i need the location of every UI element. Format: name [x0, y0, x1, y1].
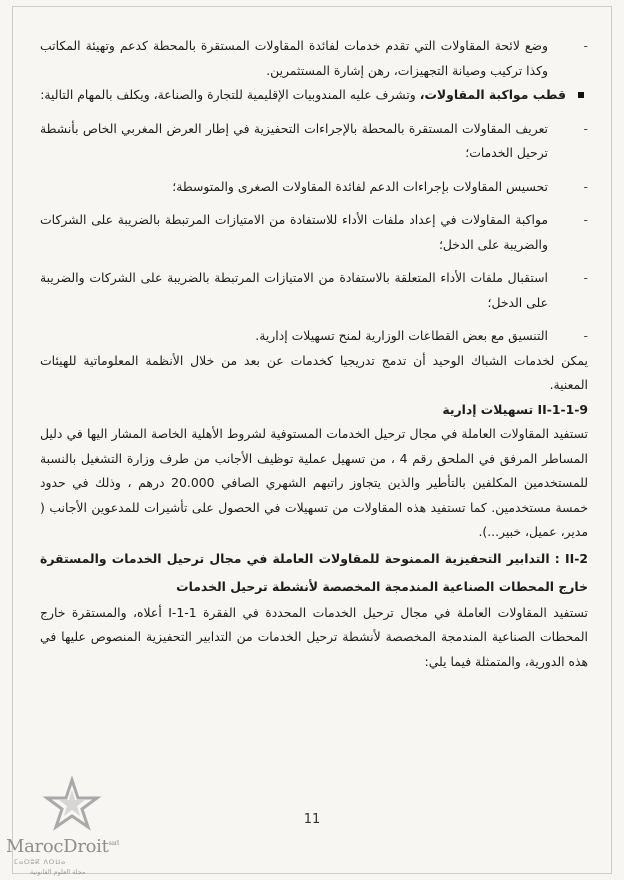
watermark-tifinagh: ⵎⴰⵔⵓⴽ ⴷⵔⵡⴰ — [14, 858, 66, 866]
task-item: - استقبال ملفات الأداء المتعلقة بالاستفادة من الامتيازات المرتبطة بالضريبة على الشركات والضريبة على الدخل؛ — [40, 266, 588, 315]
square-bullet-icon — [578, 92, 584, 98]
task-item: - تحسيس المقاولات بإجراءات الدعم لفائدة المقاولات الصغرى والمتوسطة؛ — [40, 175, 588, 200]
pole-title: قطب مواكبة المقاولات، — [419, 87, 566, 102]
page-number: 11 — [303, 812, 321, 827]
task-item: - مواكبة المقاولات في إعداد ملفات الأداء للاستفادة من الامتيازات المرتبطة بالضريبة على الشركات والضريبة على الدخل؛ — [40, 208, 588, 257]
section-heading-911: II-1-1-9 تسهيلات إدارية — [442, 401, 588, 417]
bullet-support-pole — [40, 83, 588, 108]
single-window-paragraph: يمكن لخدمات الشباك الوحيد أن تدمج تدريجيا كخدمات عن بعد من خلال الأنظمة المعلوماتية للهيئات المعنية. — [40, 352, 588, 392]
watermark-tagline: مجلة العلوم القانونية — [30, 868, 86, 876]
incentives-paragraph: تستفيد المقاولات العاملة في مجال ترحيل الخدمات المحددة في الفقرة I-1-1 أعلاه، والمستقرة خارج المحطات الصناعية المندمجة المخصصة لأنشطة ترحيل الخدمات من التدابير التحفيزية المنصوص عليها في هذه الدورية، والمتمثلة فيما يلي: — [40, 604, 588, 669]
pole-description: وتشرف عليه المندوبيات الإقليمية للتجارة والصناعة، ويكلف بالمهام التالية: — [40, 87, 420, 102]
watermark-brand: MarocDroit$^{sarl}$ — [6, 836, 119, 857]
administrative-facilities-paragraph: تستفيد المقاولات العاملة في مجال ترحيل الخدمات المستوفية لشروط الأهلية الخاصة المشار اليها في دليل المساطر المرفق في الملحق رقم 4 ، من تسهيل عملية توظيف الأجانب من طرف وزارة التشغيل بالنسبة للمستخدمين المكلفين بالتأطير والذين يتجاوز راتبهم الشهري الصافي 20.000 درهم ، وذلك في حدود خمسة مستخدمين. كما تستفيد هذه المقاولات من تسهيلات في الحصول على تأشيرات للمدعوين الأجانب ( مدير، عميل، خبير...). — [40, 426, 589, 539]
bullet-company-list: - وضع لائحة المقاولات التي تقدم خدمات لفائدة المقاولات المستقرة بالمحطة كدعم وتهيئة المكاتب وكذا تركيب وصيانة التجهيزات، رهن إشارة المستثمرين. — [40, 34, 588, 83]
document-body — [40, 34, 588, 674]
task-item: - تعريف المقاولات المستقرة بالمحطة بالإجراءات التحفيزية في إطار العرض المغربي الخاص بأنشطة ترحيل الخدمات؛ — [40, 117, 588, 166]
section-heading-ii2: II-2 : التدابير التحفيزية الممنوحة للمقاولات العاملة في مجال ترحيل الخدمات والمستقرة خارج المحطات الصناعية المندمجة المخصصة لأنشطة ترحيل الخدمات — [40, 550, 588, 594]
task-item: - التنسيق مع بعض القطاعات الوزارية لمنح تسهيلات إدارية. — [40, 324, 588, 349]
